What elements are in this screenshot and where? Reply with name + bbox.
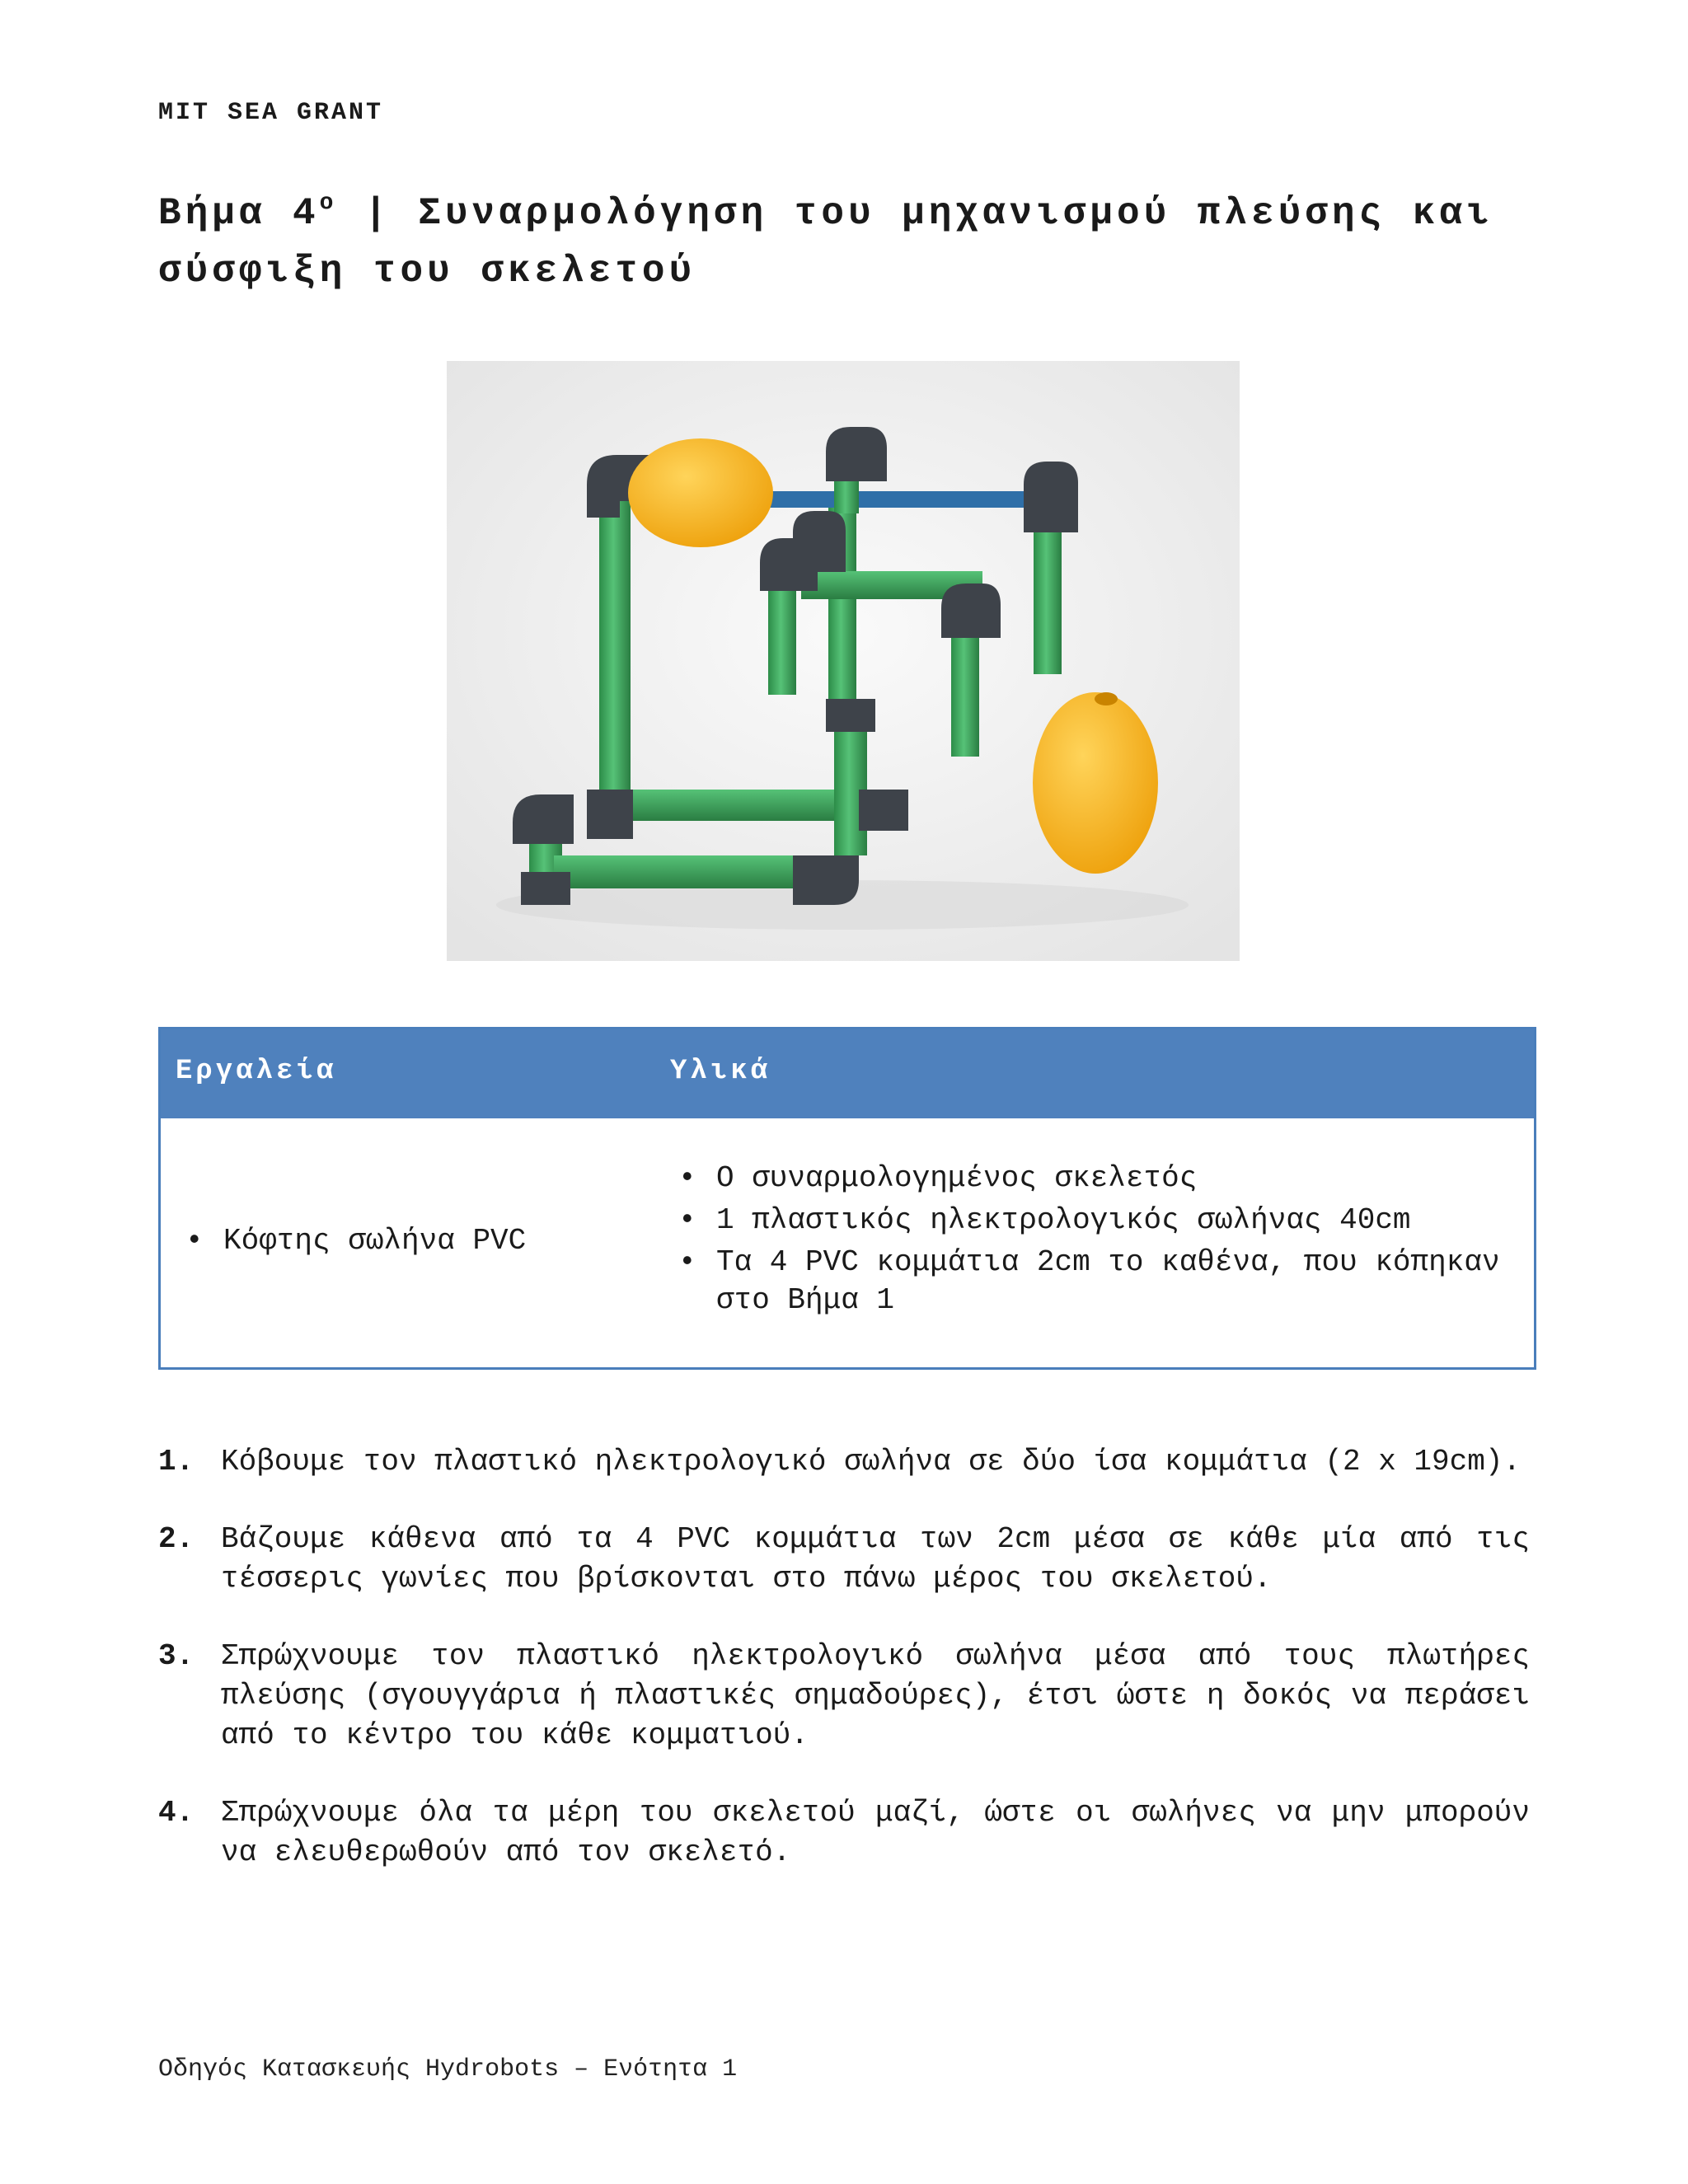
page-title <box>158 175 1559 300</box>
list-item: • 1 πλαστικός ηλεκτρολογικός σωλήνας 40cm <box>678 1202 1511 1240</box>
step-item <box>158 1442 1530 1482</box>
list-item: • Κόφτης σωλήνα PVC <box>185 1222 526 1260</box>
table-header-row <box>161 1029 1534 1118</box>
title-superscript: ο <box>319 190 338 216</box>
title-line1-prefix: Βήμα 4 <box>158 192 320 235</box>
step-text: Βάζουμε κάθενα από τα 4 PVC κομμάτια των 2cm μέσα σε κάθε μία από τις τέσσερις γωνίες που βρίσκονται στο πάνω μέρος του σκελετού. <box>221 1522 1530 1596</box>
title-line2: σύσφιξη του σκελετού <box>158 250 696 293</box>
tools-column <box>185 1118 647 1367</box>
materials-column <box>678 1160 1511 1324</box>
list-item: • Τα 4 PVC κομμάτια 2cm το καθένα, που κόπηκαν στο Βήμα 1 <box>678 1244 1511 1319</box>
page-footer: Οδηγός Κατασκευής Hydrobots – Ενότητα 1 <box>158 2055 738 2083</box>
pvc-frame-with-floats-illustration <box>447 361 1240 961</box>
step-text: Σπρώχνουμε όλα τα μέρη του σκελετού μαζί, ώστε οι σωλήνες να μην μπορούν να ελευθερωθούν από τον σκελετό. <box>221 1796 1530 1869</box>
tools-materials-table <box>158 1027 1536 1370</box>
materials-header: Υλικά <box>670 1056 771 1087</box>
list-item: • Ο συναρμολογημένος σκελετός <box>678 1160 1511 1197</box>
step-number: 3. <box>158 1639 195 1673</box>
title-line1-rest: | Συναρμολόγηση του μηχανισμού πλεύσης και <box>337 192 1493 235</box>
materials-list <box>678 1160 1511 1319</box>
header-org: MIT SEA GRANT <box>158 99 384 127</box>
step-item <box>158 1793 1530 1872</box>
step-number: 4. <box>158 1796 195 1830</box>
step-item <box>158 1520 1530 1599</box>
step-text: Σπρώχνουμε τον πλαστικό ηλεκτρολογικό σωλήνα μέσα από τους πλωτήρες πλεύσης (σγουγγάρια ή πλαστικές σημαδούρες), έτσι ώστε η δοκός να περάσει από το κέντρο του κάθε κομματιού. <box>221 1639 1530 1752</box>
step-number: 2. <box>158 1522 195 1556</box>
table-body-row <box>161 1118 1534 1367</box>
steps-list <box>158 1442 1530 1910</box>
step-item <box>158 1637 1530 1755</box>
pvc-frame-photo <box>447 361 1240 961</box>
tools-list <box>185 1222 526 1264</box>
step-text: Κόβουμε τον πλαστικό ηλεκτρολογικό σωλήνα σε δύο ίσα κομμάτια (2 x 19cm). <box>221 1445 1522 1479</box>
tools-header: Εργαλεία <box>176 1056 337 1087</box>
step-number: 1. <box>158 1445 195 1479</box>
